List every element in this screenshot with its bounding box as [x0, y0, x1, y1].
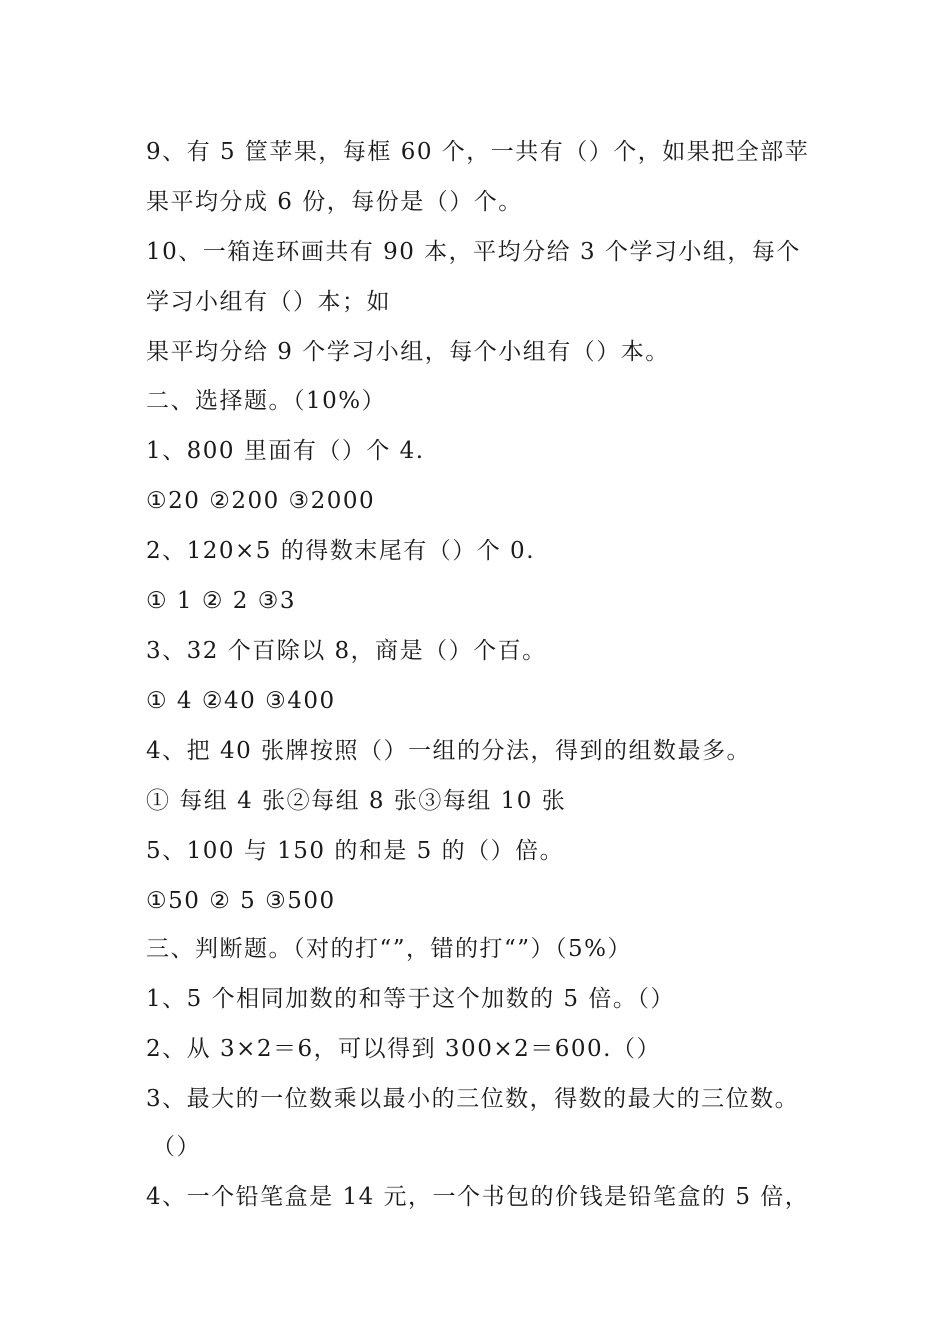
answer-options: ① 每组 4 张②每组 8 张③每组 10 张	[146, 788, 567, 814]
section-heading: 二、选择题。（10%）	[146, 388, 387, 414]
question-text: 3、最大的一位数乘以最小的三位数，得数的最大的三位数。	[146, 1086, 800, 1112]
question-text: 1、800 里面有（）个 4.	[146, 438, 425, 464]
section-heading: 三、判断题。（对的打“”，错的打“”）（5%）	[146, 936, 633, 962]
answer-options: ①50 ② 5 ③500	[146, 888, 336, 914]
question-text: 5、100 与 150 的和是 5 的（）倍。	[146, 838, 565, 864]
text-line: 学习小组有（）本；如	[146, 289, 391, 315]
question-text: 2、从 3×2＝6，可以得到 300×2＝600.（）	[146, 1036, 661, 1062]
question-text: 2、120×5 的得数末尾有（）个 0.	[146, 538, 536, 564]
text-line: 果平均分成 6 份，每份是（）个。	[146, 189, 523, 215]
question-text: 1、5 个相同加数的和等于这个加数的 5 倍。（）	[146, 986, 675, 1012]
answer-options: ①20 ②200 ③2000	[146, 488, 376, 514]
answer-options: ① 4 ②40 ③400	[146, 688, 336, 714]
question-text: 4、一个铅笔盒是 14 元，一个书包的价钱是铅笔盒的 5 倍，	[146, 1184, 810, 1210]
question-text: （）	[152, 1134, 201, 1160]
text-line: 10、一箱连环画共有 90 本，平均分给 3 个学习小组，每个	[146, 239, 801, 265]
text-line: 果平均分给 9 个学习小组，每个小组有（）本。	[146, 339, 670, 365]
question-text: 3、32 个百除以 8，商是（）个百。	[146, 638, 547, 664]
answer-options: ① 1 ② 2 ③3	[146, 588, 297, 614]
text-line: 9、有 5 筐苹果，每框 60 个，一共有（）个，如果把全部苹	[146, 139, 810, 165]
question-text: 4、把 40 张牌按照（）一组的分法，得到的组数最多。	[146, 738, 752, 764]
